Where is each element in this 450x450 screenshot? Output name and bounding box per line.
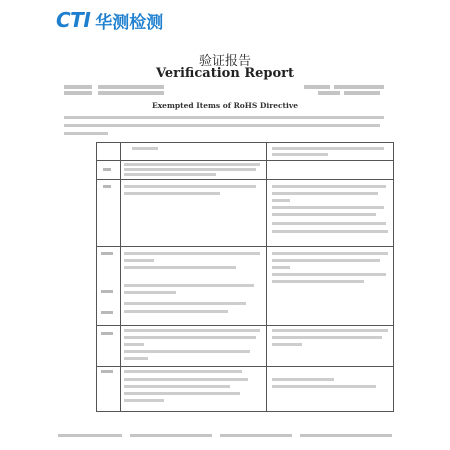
date-value — [334, 85, 384, 89]
exemption-line — [124, 284, 254, 287]
exemption-line — [124, 291, 176, 294]
exemption-line — [124, 336, 256, 339]
scope-line — [272, 199, 290, 202]
scope-line — [272, 343, 302, 346]
exemption-line — [124, 302, 246, 305]
scope-line — [272, 222, 386, 225]
scope-line — [272, 336, 382, 339]
scope-line — [272, 252, 388, 255]
report-title-english: Verification Report — [155, 66, 295, 81]
exemption-table — [96, 142, 394, 412]
scope-line — [272, 329, 388, 332]
exemption-line — [124, 392, 240, 395]
page-footer — [58, 434, 392, 438]
exemption-line — [124, 310, 228, 313]
row-number — [101, 252, 113, 255]
scope-line — [272, 213, 376, 216]
exemption-line — [124, 370, 242, 373]
scope-line — [272, 273, 386, 276]
logo-chinese-text: 华测检测 — [95, 12, 164, 33]
exemption-line — [124, 378, 248, 381]
report-no-value — [98, 85, 164, 89]
section-heading — [0, 101, 450, 110]
intro-line — [64, 116, 384, 119]
review-no-value — [98, 91, 164, 95]
header-scope-dates-2 — [272, 153, 328, 156]
exemption-line — [124, 173, 216, 176]
report-title-chinese: 验证报告 — [198, 54, 251, 69]
scope-line — [272, 185, 386, 188]
exemption-line — [124, 266, 236, 269]
footer-item — [130, 434, 212, 437]
date-label — [304, 85, 330, 89]
exemption-line — [124, 252, 260, 255]
intro-line — [64, 132, 108, 135]
exemption-line — [124, 357, 148, 360]
scope-line — [272, 280, 364, 283]
row-number — [101, 370, 113, 373]
exemption-line — [124, 185, 256, 188]
exemption-line — [124, 329, 260, 332]
scope-line — [272, 266, 290, 269]
intro-line — [64, 124, 380, 127]
row-number — [101, 290, 113, 293]
exemption-line — [124, 163, 260, 166]
exemption-line — [124, 399, 164, 402]
header-exemption — [132, 147, 158, 150]
company-logo — [56, 8, 163, 32]
page-value — [344, 91, 380, 95]
footer-item — [300, 434, 392, 437]
footer-item — [220, 434, 292, 437]
scope-line — [272, 192, 378, 195]
scope-line — [272, 206, 384, 209]
row-number — [101, 311, 113, 314]
review-no-label — [64, 91, 92, 95]
logo-latin-text: CTI — [56, 8, 91, 32]
exemption-line — [124, 385, 230, 388]
row-number — [101, 332, 113, 335]
scope-line — [272, 230, 388, 233]
exemption-line — [124, 259, 154, 262]
report-no-label — [64, 85, 92, 89]
exemption-line — [124, 192, 220, 195]
row-number — [103, 168, 111, 171]
exemption-line — [124, 350, 250, 353]
exemption-line — [124, 343, 144, 346]
section-heading-en: Exempted Items of RoHS Directive — [151, 101, 299, 110]
scope-line — [272, 385, 376, 388]
scope-line — [272, 378, 334, 381]
footer-item — [58, 434, 122, 437]
row-number — [103, 185, 111, 188]
header-scope-dates — [272, 147, 384, 150]
page-label — [318, 91, 340, 95]
scope-line — [272, 259, 380, 262]
exemption-line — [124, 168, 256, 171]
